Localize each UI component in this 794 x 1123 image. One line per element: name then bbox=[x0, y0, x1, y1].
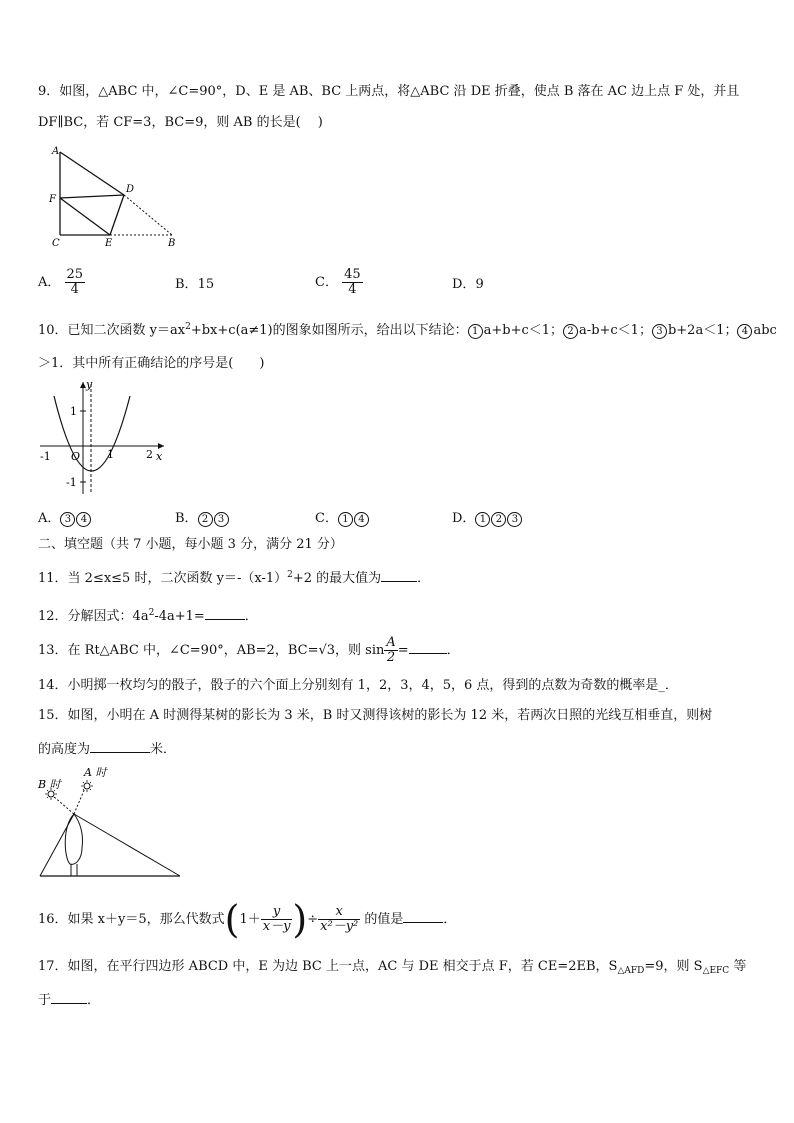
numerator: y bbox=[261, 905, 293, 920]
sqrt-value: √3 bbox=[318, 643, 336, 658]
text: -4a+1= bbox=[154, 609, 205, 624]
text: = bbox=[397, 643, 409, 658]
q9-label-B: B bbox=[168, 238, 176, 249]
text: 的高度为 bbox=[38, 742, 91, 757]
subscript: △AFD bbox=[617, 966, 645, 976]
graph-label-neg1-x: -1 bbox=[40, 450, 51, 463]
q9-label-F: F bbox=[49, 194, 56, 205]
circled-number: 3 bbox=[652, 324, 667, 339]
circled-number: 1 bbox=[475, 512, 490, 527]
fraction bbox=[342, 268, 363, 297]
q9-option-c bbox=[315, 268, 363, 297]
q10-option-a bbox=[38, 510, 92, 528]
denominator: 2 bbox=[386, 650, 396, 665]
graph-label-neg1-y: -1 bbox=[66, 476, 77, 489]
text: 的值是 bbox=[364, 912, 404, 927]
q16-line bbox=[38, 897, 457, 942]
graph-label-1-y: 1 bbox=[70, 405, 77, 418]
text: 1＋ bbox=[239, 912, 261, 927]
circled-number: 3 bbox=[507, 512, 522, 527]
q9-line1: 9．如图，△ABC 中，∠C=90°，D、E 是 AB、BC 上两点，将△ABC 沿 DE 折叠，使点 B 落在 AC 边上点 F 处，并且 bbox=[38, 84, 740, 99]
answer-blank[interactable] bbox=[90, 738, 150, 753]
numerator: 25 bbox=[66, 267, 84, 282]
denominator: x－y bbox=[262, 919, 291, 934]
q10-parabola-graph bbox=[36, 376, 171, 498]
superscript: 2 bbox=[287, 570, 293, 580]
q12-line bbox=[38, 604, 258, 626]
text: 11．当 2≤x≤5 时，二次函数 y＝-（x-1） bbox=[38, 571, 288, 586]
circled-number: 2 bbox=[563, 324, 578, 339]
circled-number: 4 bbox=[354, 512, 369, 527]
text: ． bbox=[244, 609, 258, 624]
text: ． bbox=[446, 643, 460, 658]
subscript: △EFC bbox=[702, 966, 730, 976]
text: 13．在 Rt△ABC 中，∠C=90°，AB=2，BC= bbox=[38, 643, 319, 658]
q9-triangle-figure bbox=[40, 140, 190, 250]
text: 等 bbox=[729, 959, 747, 974]
graph-label-x: x bbox=[156, 450, 163, 463]
circled-number: 4 bbox=[76, 512, 91, 527]
fraction bbox=[261, 905, 293, 934]
option-key: B． bbox=[175, 277, 198, 292]
denominator: 4 bbox=[348, 282, 357, 297]
text: abc bbox=[753, 323, 777, 338]
q10-option-c bbox=[315, 510, 370, 528]
circled-number: 3 bbox=[60, 512, 75, 527]
q9-option-a bbox=[38, 268, 85, 297]
option-key: B． bbox=[175, 511, 198, 526]
q14-line: 14．小明掷一枚均匀的骰子，骰子的六个面上分别刻有 1，2，3，4，5，6 点，得到的点数为奇数的概率是_． bbox=[38, 678, 678, 693]
fraction bbox=[65, 268, 86, 297]
answer-blank[interactable] bbox=[205, 605, 245, 620]
fraction bbox=[318, 905, 360, 934]
answer-blank[interactable] bbox=[409, 639, 447, 654]
numerator: x bbox=[318, 905, 360, 920]
text: +bx+c(a≠1)的图象如图所示，给出以下结论： bbox=[190, 323, 468, 338]
text: 17．如图，在平行四边形 ABCD 中，E 为边 BC 上一点，AC 与 DE 相交于点 F，若 CE=2EB，S bbox=[38, 959, 618, 974]
text: 米． bbox=[150, 742, 177, 757]
q9-option-d bbox=[452, 276, 484, 294]
section-heading: 二、填空题（共 7 小题，每小题 3 分，满分 21 分） bbox=[38, 537, 343, 552]
answer-blank[interactable] bbox=[51, 989, 87, 1004]
option-key: A． bbox=[38, 511, 61, 526]
option-key: C． bbox=[315, 511, 338, 526]
q15-tree-shadow-figure bbox=[36, 766, 186, 881]
left-paren: ( bbox=[224, 897, 240, 942]
q9-label-E: E bbox=[105, 238, 113, 249]
circled-number: 1 bbox=[468, 324, 483, 339]
q15-line2 bbox=[38, 738, 176, 759]
text: ． bbox=[443, 912, 457, 927]
answer-blank[interactable] bbox=[381, 567, 417, 582]
q10-line2: ＞1．其中所有正确结论的序号是( ) bbox=[38, 356, 265, 371]
sun-icon-a bbox=[81, 780, 93, 792]
denominator: x²－y² bbox=[320, 919, 359, 934]
label-b-time: B 时 bbox=[38, 778, 61, 791]
q9-label-A: A bbox=[52, 146, 60, 157]
q10-option-b bbox=[175, 510, 230, 528]
numerator: A bbox=[386, 635, 396, 650]
option-key: D． bbox=[452, 511, 476, 526]
q9-label-D: D bbox=[126, 184, 135, 195]
text: +2 的最大值为 bbox=[292, 571, 382, 586]
q11-line bbox=[38, 566, 430, 588]
q13-line bbox=[38, 636, 460, 665]
circled-number: 3 bbox=[214, 512, 229, 527]
text: a-b+c＜1； bbox=[579, 323, 652, 338]
text: 10．已知二次函数 y＝ax bbox=[38, 323, 186, 338]
graph-label-1-x: 1 bbox=[107, 448, 114, 461]
graph-label-origin: O bbox=[71, 450, 81, 463]
option-key: A． bbox=[38, 275, 61, 290]
q10-line1 bbox=[38, 318, 777, 340]
text: ÷ bbox=[307, 912, 319, 927]
q10-option-d bbox=[452, 510, 523, 528]
text: =9，则 S bbox=[644, 959, 703, 974]
answer-blank[interactable] bbox=[403, 908, 443, 923]
label-a-time: A 时 bbox=[84, 766, 107, 779]
superscript: 2 bbox=[148, 608, 155, 618]
graph-label-2-x: 2 bbox=[146, 448, 153, 461]
option-value: 9 bbox=[475, 277, 484, 292]
denominator: 4 bbox=[70, 282, 79, 297]
text: ，则 sin bbox=[335, 643, 385, 658]
option-key: D． bbox=[452, 277, 476, 292]
option-key: C． bbox=[315, 275, 338, 290]
circled-number: 2 bbox=[198, 512, 213, 527]
text: ． bbox=[417, 571, 431, 586]
circled-number: 4 bbox=[737, 324, 752, 339]
right-paren: ) bbox=[292, 897, 308, 942]
q15-line1: 15．如图，小明在 A 时测得某树的影长为 3 米，B 时又测得该树的影长为 12 米，若两次日照的光线互相垂直，则树 bbox=[38, 708, 713, 723]
text: ． bbox=[87, 993, 101, 1008]
text: a+b+c＜1； bbox=[483, 323, 564, 338]
text: 于 bbox=[38, 993, 52, 1008]
text: 16．如果 x＋y＝5，那么代数式 bbox=[38, 912, 225, 927]
numerator: 45 bbox=[344, 267, 361, 282]
graph-label-y: y bbox=[86, 378, 93, 391]
option-value: 15 bbox=[197, 277, 215, 292]
q17-line1 bbox=[38, 958, 746, 980]
q17-line2 bbox=[38, 989, 100, 1010]
fraction bbox=[384, 636, 397, 665]
q9-option-b bbox=[175, 276, 214, 294]
q9-line2: DF∥BC，若 CF=3，BC=9，则 AB 的长是( ) bbox=[38, 115, 323, 130]
text: b+2a＜1； bbox=[667, 323, 738, 338]
superscript: 2 bbox=[185, 322, 191, 332]
q9-label-C: C bbox=[52, 238, 60, 249]
text: 12．分解因式：4a bbox=[38, 609, 149, 624]
circled-number: 1 bbox=[338, 512, 353, 527]
circled-number: 2 bbox=[491, 512, 506, 527]
